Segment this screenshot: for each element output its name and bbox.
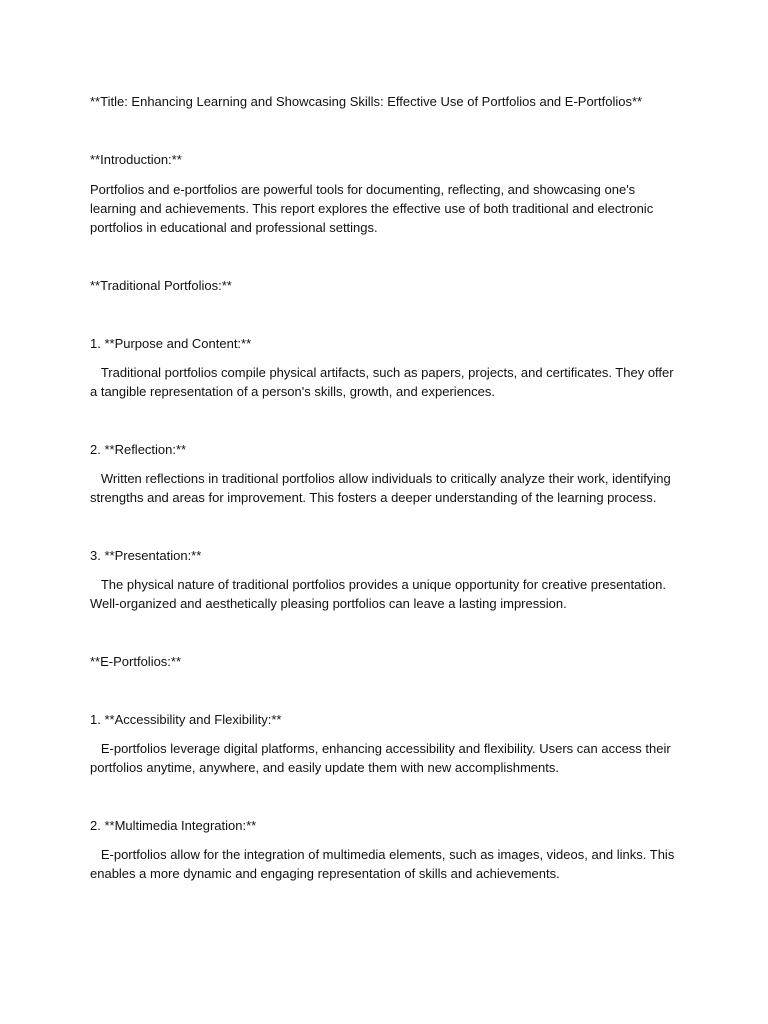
accessibility-flexibility-heading: 1. **Accessibility and Flexibility:** bbox=[90, 712, 282, 727]
multimedia-integration-paragraph: E-portfolios allow for the integration of multimedia elements, such as images, videos, and links. This enables a more dynamic and engaging representation of skills and achievements. bbox=[90, 847, 678, 882]
multimedia-integration-heading: 2. **Multimedia Integration:** bbox=[90, 818, 257, 833]
accessibility-flexibility-paragraph: E-portfolios leverage digital platforms, enhancing accessibility and flexibility. Users can access their portfolios anytime, anywhere, and easily update them with new accomplishments. bbox=[90, 741, 675, 776]
traditional-portfolios-heading: **Traditional Portfolios:** bbox=[90, 278, 232, 293]
purpose-content-heading: 1. **Purpose and Content:** bbox=[90, 336, 252, 351]
introduction-heading: **Introduction:** bbox=[90, 152, 182, 167]
purpose-content-paragraph: Traditional portfolios compile physical artifacts, such as papers, projects, and certificates. They offer a tangible representation of a person's skills, growth, and experiences. bbox=[90, 365, 678, 400]
presentation-paragraph: The physical nature of traditional portfolios provides a unique opportunity for creative presentation. Well-organized and aesthetically pleasing portfolios can leave a lasting impression. bbox=[90, 577, 670, 612]
e-portfolios-heading: **E-Portfolios:** bbox=[90, 654, 182, 669]
presentation-heading: 3. **Presentation:** bbox=[90, 548, 202, 563]
introduction-paragraph: Portfolios and e-portfolios are powerful tools for documenting, reflecting, and showcasing one's learning and achievements. This report explores the effective use of both traditional and electronic portfolios in educational and professional settings. bbox=[90, 182, 657, 236]
document-title: **Title: Enhancing Learning and Showcasing Skills: Effective Use of Portfolios and E-Portfolios** bbox=[90, 94, 643, 109]
reflection-paragraph: Written reflections in traditional portfolios allow individuals to critically analyze their work, identifying strengths and areas for improvement. This fosters a deeper understanding of the learning process. bbox=[90, 471, 675, 506]
reflection-heading: 2. **Reflection:** bbox=[90, 442, 187, 457]
